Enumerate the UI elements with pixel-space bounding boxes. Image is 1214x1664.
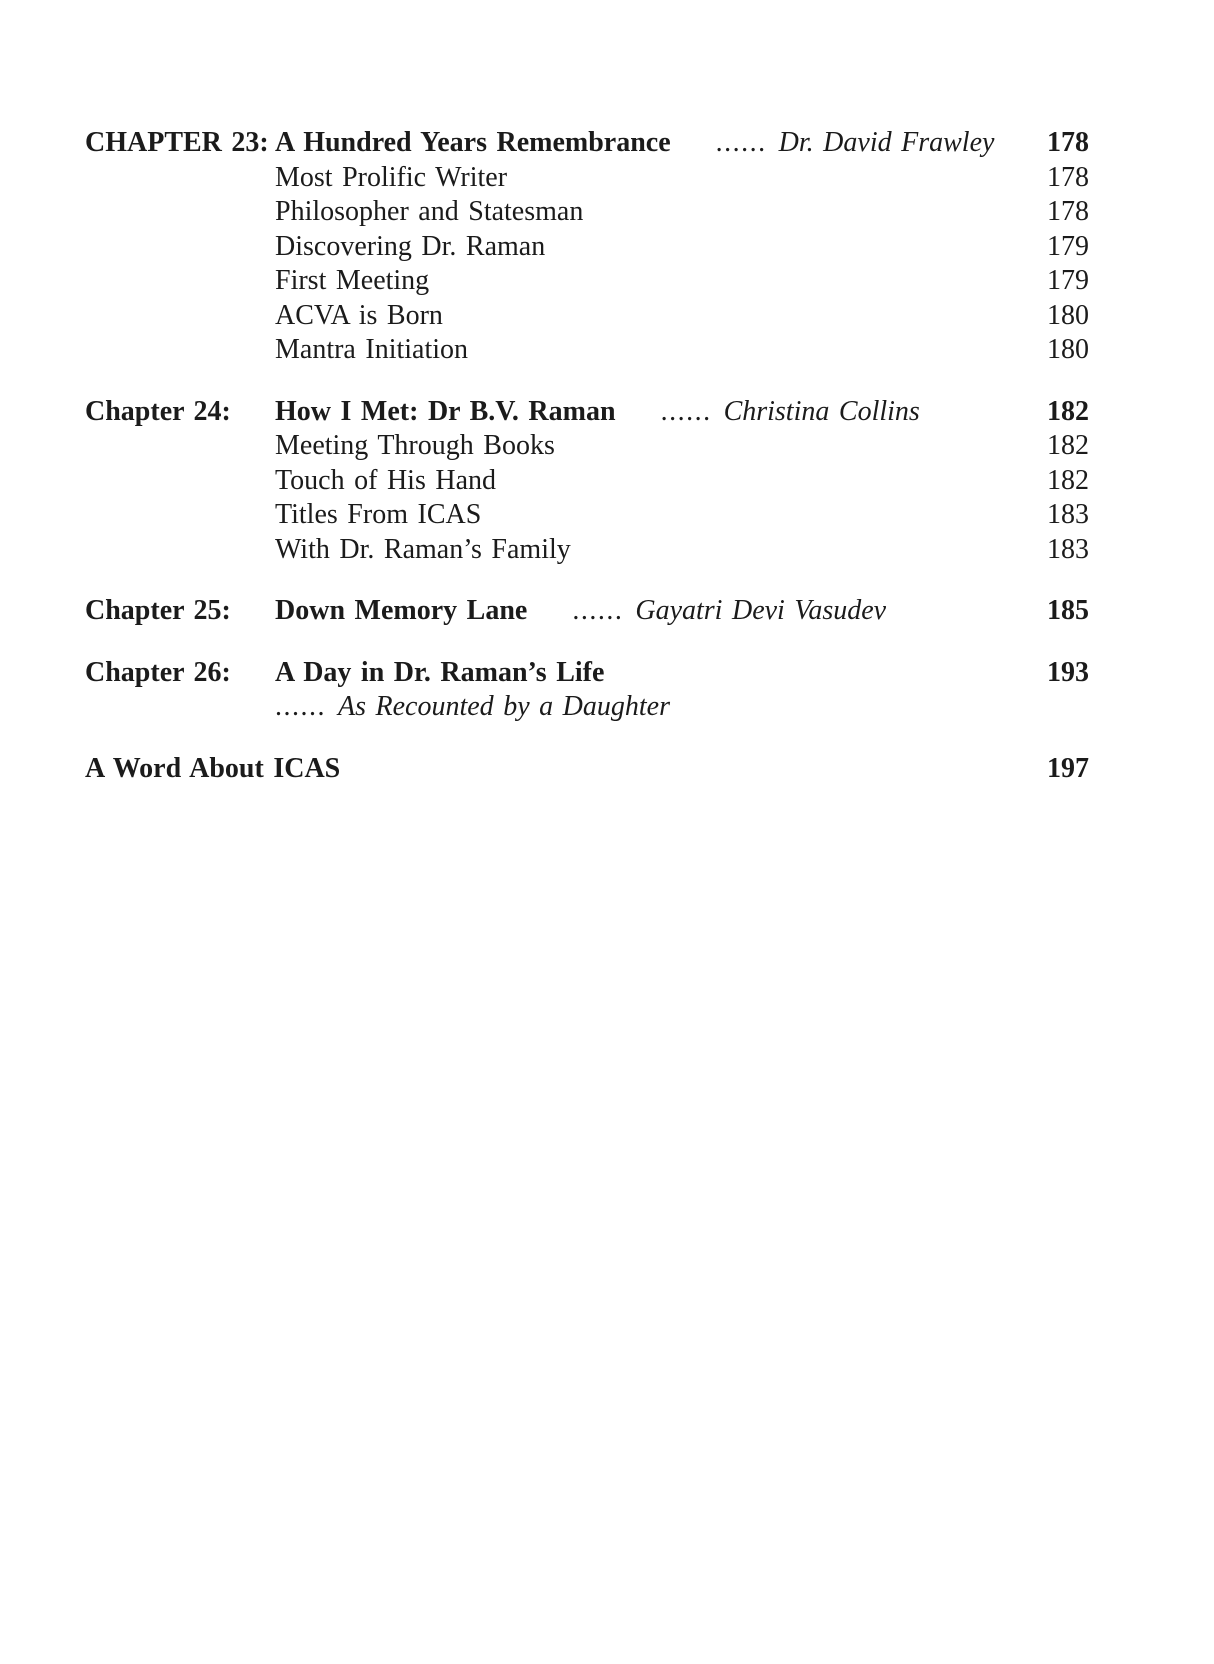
toc-chapter-row [85,656,1089,691]
leader-dots: ...... [572,595,624,626]
chapter-page-number: 193 [1047,656,1089,688]
sub-title: With Dr. Raman’s Family [275,533,571,565]
toc-sub-row [85,333,1089,368]
chapter-page-number: 182 [1047,395,1089,427]
chapter-title: How I Met: Dr B.V. Raman [275,395,616,427]
sub-title: Discovering Dr. Raman [275,230,546,262]
sub-page-number: 180 [1047,334,1089,365]
chapter-title-cell [275,594,1027,629]
sub-page-number: 179 [1047,265,1089,296]
toc-entry-chapter-24 [85,395,1089,568]
chapter-title: A Day in Dr. Raman’s Life [275,656,605,688]
toc-sub-row [85,230,1089,265]
chapter-page-number: 178 [1047,127,1089,158]
sub-title: Mantra Initiation [275,334,469,365]
chapter-title-cell [275,126,1027,161]
leader-dots: ...... [275,691,326,722]
toc-sub-row [85,299,1089,334]
chapter-title: Down Memory Lane [275,595,528,626]
toc-sub-row [85,429,1089,464]
sub-page-number: 182 [1047,430,1089,461]
toc-chapter-row [85,126,1089,161]
chapter-title-cell [275,395,1027,430]
toc-sub-row [85,264,1089,299]
toc-chapter-row [85,395,1089,430]
sub-page-number: 183 [1047,499,1089,530]
chapter-author: Gayatri Devi Vasudev [635,595,887,626]
toc-sub-row [85,464,1089,499]
toc-chapter-row [85,594,1089,629]
footer-page-number: 197 [1047,752,1089,784]
chapter-title-cell [275,656,1027,691]
chapter-author-cell [275,690,1027,725]
chapter-author: Dr. David Frawley [778,127,995,158]
toc-entry-word-about-icas [85,752,1089,787]
table-of-contents [85,126,1089,813]
sub-title: Philosopher and Statesman [275,196,584,227]
footer-title: A Word About ICAS [85,752,341,784]
sub-title: Meeting Through Books [275,430,555,461]
toc-entry-chapter-25 [85,594,1089,629]
sub-page-number: 182 [1047,464,1089,496]
sub-title: ACVA is Born [275,299,443,331]
toc-sub-row [85,533,1089,568]
sub-page-number: 178 [1047,161,1089,193]
sub-page-number: 178 [1047,196,1089,227]
toc-sub-row [85,195,1089,230]
leader-dots: ...... [660,395,712,427]
chapter-title: A Hundred Years Remembrance [275,127,671,158]
chapter-label: CHAPTER 23: [85,127,269,158]
sub-title: Touch of His Hand [275,464,497,496]
chapter-author: As Recounted by a Daughter [338,691,670,722]
toc-author-row [85,690,1089,725]
sub-page-number: 183 [1047,533,1089,565]
toc-footer-row [85,752,1089,787]
sub-title: Titles From ICAS [275,499,482,530]
leader-dots: ...... [715,127,767,158]
chapter-author: Christina Collins [723,395,920,427]
chapter-label: Chapter 26: [85,656,231,688]
toc-sub-row [85,498,1089,533]
toc-entry-chapter-23 [85,126,1089,368]
toc-sub-row [85,161,1089,196]
toc-entry-chapter-26 [85,656,1089,725]
sub-page-number: 179 [1047,230,1089,262]
sub-title: First Meeting [275,265,430,296]
sub-page-number: 180 [1047,299,1089,331]
chapter-label: Chapter 24: [85,395,231,427]
chapter-page-number: 185 [1047,595,1089,626]
chapter-label: Chapter 25: [85,595,231,626]
sub-title: Most Prolific Writer [275,161,508,193]
